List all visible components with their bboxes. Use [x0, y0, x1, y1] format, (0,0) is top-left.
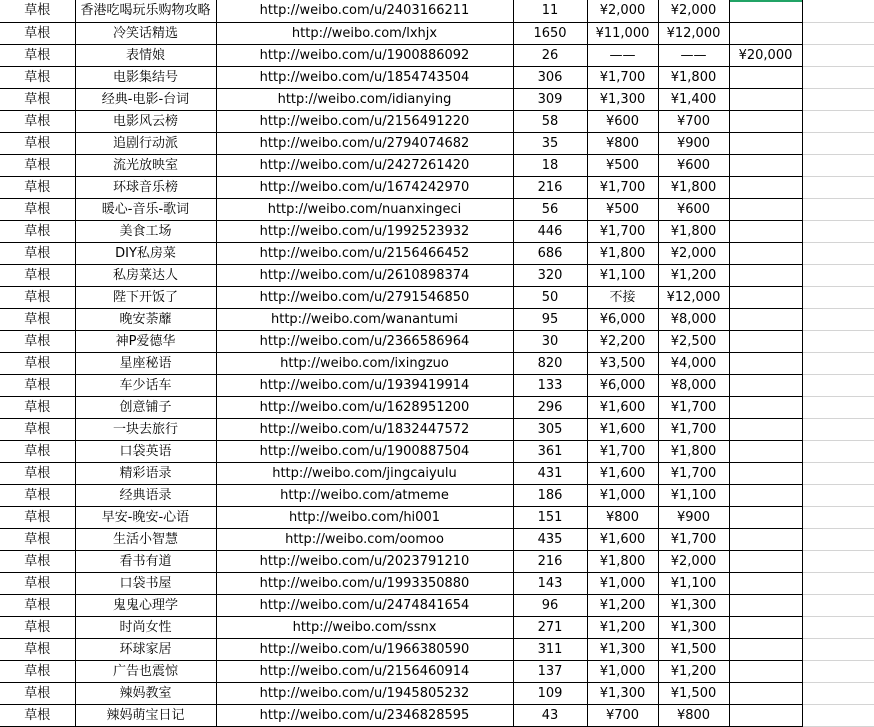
- cell-price-extra[interactable]: [729, 308, 802, 330]
- cell-url[interactable]: http://weibo.com/u/2346828595: [216, 704, 513, 726]
- cell-empty[interactable]: [802, 484, 874, 506]
- cell-price-direct[interactable]: ¥1,700: [587, 66, 658, 88]
- cell-price-retweet[interactable]: ¥1,400: [658, 88, 729, 110]
- cell-category[interactable]: 草根: [0, 374, 75, 396]
- cell-followers[interactable]: 216: [513, 550, 587, 572]
- cell-category[interactable]: 草根: [0, 704, 75, 726]
- cell-price-direct[interactable]: ¥800: [587, 132, 658, 154]
- cell-price-retweet[interactable]: ¥4,000: [658, 352, 729, 374]
- cell-category[interactable]: 草根: [0, 682, 75, 704]
- cell-price-retweet[interactable]: ¥8,000: [658, 308, 729, 330]
- cell-account-name[interactable]: 辣妈教室: [75, 682, 216, 704]
- cell-empty[interactable]: [802, 660, 874, 682]
- cell-empty[interactable]: [802, 682, 874, 704]
- cell-category[interactable]: 草根: [0, 154, 75, 176]
- table-row: [0, 594, 874, 616]
- cell-account-name[interactable]: 车少话车: [75, 374, 216, 396]
- cell-price-extra[interactable]: [729, 176, 802, 198]
- table-row: [0, 44, 874, 66]
- cell-empty[interactable]: [802, 0, 874, 22]
- cell-account-name[interactable]: 美食工场: [75, 220, 216, 242]
- cell-price-retweet[interactable]: ¥1,800: [658, 176, 729, 198]
- cell-price-direct[interactable]: ¥1,000: [587, 660, 658, 682]
- cell-price-direct[interactable]: ¥1,300: [587, 682, 658, 704]
- cell-followers[interactable]: 30: [513, 330, 587, 352]
- cell-empty[interactable]: [802, 550, 874, 572]
- cell-price-extra[interactable]: [729, 22, 802, 44]
- table-row: [0, 286, 874, 308]
- table-row: [0, 88, 874, 110]
- cell-price-retweet[interactable]: ¥1,500: [658, 638, 729, 660]
- table-row: [0, 616, 874, 638]
- cell-url[interactable]: http://weibo.com/u/1992523932: [216, 220, 513, 242]
- cell-price-extra[interactable]: [729, 396, 802, 418]
- cell-price-direct[interactable]: ¥1,100: [587, 264, 658, 286]
- cell-account-name[interactable]: 电影集结号: [75, 66, 216, 88]
- table-row: [0, 330, 874, 352]
- cell-account-name[interactable]: DIY私房菜: [75, 242, 216, 264]
- cell-category[interactable]: 草根: [0, 110, 75, 132]
- cell-empty[interactable]: [802, 88, 874, 110]
- cell-followers[interactable]: 311: [513, 638, 587, 660]
- cell-url[interactable]: http://weibo.com/u/2023791210: [216, 550, 513, 572]
- cell-price-retweet[interactable]: ¥1,700: [658, 462, 729, 484]
- cell-followers[interactable]: 133: [513, 374, 587, 396]
- cell-url[interactable]: http://weibo.com/u/1628951200: [216, 396, 513, 418]
- cell-url[interactable]: http://weibo.com/u/2610898374: [216, 264, 513, 286]
- cell-url[interactable]: http://weibo.com/ssnx: [216, 616, 513, 638]
- cell-account-name[interactable]: 一块去旅行: [75, 418, 216, 440]
- cell-price-direct[interactable]: ¥1,600: [587, 396, 658, 418]
- table-row: [0, 550, 874, 572]
- cell-empty[interactable]: [802, 22, 874, 44]
- cell-account-name[interactable]: 生活小智慧: [75, 528, 216, 550]
- cell-category[interactable]: 草根: [0, 88, 75, 110]
- cell-url[interactable]: http://weibo.com/u/2156466452: [216, 242, 513, 264]
- cell-followers[interactable]: 50: [513, 286, 587, 308]
- cell-category[interactable]: 草根: [0, 616, 75, 638]
- cell-url[interactable]: http://weibo.com/u/1674242970: [216, 176, 513, 198]
- cell-category[interactable]: 草根: [0, 418, 75, 440]
- cell-url[interactable]: http://weibo.com/jingcaiyulu: [216, 462, 513, 484]
- cell-category[interactable]: 草根: [0, 594, 75, 616]
- cell-followers[interactable]: 361: [513, 440, 587, 462]
- cell-category[interactable]: 草根: [0, 440, 75, 462]
- cell-account-name[interactable]: 晚安荼蘼: [75, 308, 216, 330]
- cell-price-direct[interactable]: ¥500: [587, 198, 658, 220]
- cell-category[interactable]: 草根: [0, 44, 75, 66]
- cell-empty[interactable]: [802, 506, 874, 528]
- cell-empty[interactable]: [802, 308, 874, 330]
- cell-category[interactable]: 草根: [0, 176, 75, 198]
- table-row: [0, 242, 874, 264]
- cell-followers[interactable]: 435: [513, 528, 587, 550]
- cell-price-extra[interactable]: ¥20,000: [729, 44, 802, 66]
- cell-account-name[interactable]: 电影风云榜: [75, 110, 216, 132]
- cell-empty[interactable]: [802, 528, 874, 550]
- cell-empty[interactable]: [802, 242, 874, 264]
- cell-empty[interactable]: [802, 264, 874, 286]
- cell-followers[interactable]: 216: [513, 176, 587, 198]
- cell-account-name[interactable]: 神P爱德华: [75, 330, 216, 352]
- cell-followers[interactable]: 109: [513, 682, 587, 704]
- cell-price-direct[interactable]: ¥6,000: [587, 308, 658, 330]
- cell-account-name[interactable]: 冷笑话精选: [75, 22, 216, 44]
- cell-price-extra[interactable]: [729, 594, 802, 616]
- cell-url[interactable]: http://weibo.com/idianying: [216, 88, 513, 110]
- cell-url[interactable]: http://weibo.com/lxhjx: [216, 22, 513, 44]
- cell-account-name[interactable]: 辣妈萌宝日记: [75, 704, 216, 726]
- cell-url[interactable]: http://weibo.com/u/2403166211: [216, 0, 513, 22]
- cell-account-name[interactable]: 表情娘: [75, 44, 216, 66]
- cell-account-name[interactable]: 陛下开饭了: [75, 286, 216, 308]
- table-row: [0, 264, 874, 286]
- table-row: [0, 440, 874, 462]
- cell-price-retweet[interactable]: ¥600: [658, 198, 729, 220]
- cell-price-retweet[interactable]: ¥1,800: [658, 220, 729, 242]
- cell-url[interactable]: http://weibo.com/hi001: [216, 506, 513, 528]
- table-row: [0, 308, 874, 330]
- cell-url[interactable]: http://weibo.com/u/2156491220: [216, 110, 513, 132]
- cell-url[interactable]: http://weibo.com/u/1832447572: [216, 418, 513, 440]
- cell-url[interactable]: http://weibo.com/u/1966380590: [216, 638, 513, 660]
- cell-account-name[interactable]: 环球音乐榜: [75, 176, 216, 198]
- cell-price-retweet[interactable]: ¥8,000: [658, 374, 729, 396]
- cell-price-extra[interactable]: [729, 374, 802, 396]
- cell-followers[interactable]: 820: [513, 352, 587, 374]
- cell-account-name[interactable]: 口袋书屋: [75, 572, 216, 594]
- cell-price-extra[interactable]: [729, 198, 802, 220]
- cell-category[interactable]: 草根: [0, 0, 75, 22]
- cell-url[interactable]: http://weibo.com/u/2791546850: [216, 286, 513, 308]
- cell-account-name[interactable]: 暖心-音乐-歌词: [75, 198, 216, 220]
- cell-category[interactable]: 草根: [0, 352, 75, 374]
- cell-price-extra[interactable]: [729, 550, 802, 572]
- cell-empty[interactable]: [802, 418, 874, 440]
- cell-category[interactable]: 草根: [0, 660, 75, 682]
- cell-price-direct[interactable]: ¥3,500: [587, 352, 658, 374]
- table-row: [0, 418, 874, 440]
- cell-url[interactable]: http://weibo.com/u/1900886092: [216, 44, 513, 66]
- table-row: [0, 682, 874, 704]
- cell-category[interactable]: 草根: [0, 396, 75, 418]
- cell-empty[interactable]: [802, 572, 874, 594]
- cell-followers[interactable]: 186: [513, 484, 587, 506]
- cell-empty[interactable]: [802, 66, 874, 88]
- cell-price-direct[interactable]: ¥600: [587, 110, 658, 132]
- cell-followers[interactable]: 58: [513, 110, 587, 132]
- cell-price-extra[interactable]: [729, 418, 802, 440]
- cell-url[interactable]: http://weibo.com/u/1993350880: [216, 572, 513, 594]
- cell-followers[interactable]: 11: [513, 0, 587, 22]
- cell-price-direct[interactable]: ¥1,600: [587, 462, 658, 484]
- cell-category[interactable]: 草根: [0, 242, 75, 264]
- cell-url[interactable]: http://weibo.com/atmeme: [216, 484, 513, 506]
- cell-price-extra[interactable]: [729, 88, 802, 110]
- cell-followers[interactable]: 137: [513, 660, 587, 682]
- cell-price-direct[interactable]: ¥1,700: [587, 440, 658, 462]
- cell-price-extra[interactable]: [729, 0, 802, 22]
- cell-price-retweet[interactable]: ¥2,500: [658, 330, 729, 352]
- cell-empty[interactable]: [802, 110, 874, 132]
- cell-price-direct[interactable]: ¥6,000: [587, 374, 658, 396]
- cell-empty[interactable]: [802, 176, 874, 198]
- cell-followers[interactable]: 26: [513, 44, 587, 66]
- cell-category[interactable]: 草根: [0, 484, 75, 506]
- cell-empty[interactable]: [802, 330, 874, 352]
- table-row: [0, 528, 874, 550]
- cell-price-retweet[interactable]: ¥2,000: [658, 550, 729, 572]
- table-row: [0, 220, 874, 242]
- cell-followers[interactable]: 18: [513, 154, 587, 176]
- cell-account-name[interactable]: 经典语录: [75, 484, 216, 506]
- cell-followers[interactable]: 151: [513, 506, 587, 528]
- cell-price-direct[interactable]: ¥1,800: [587, 550, 658, 572]
- cell-price-direct[interactable]: ¥800: [587, 506, 658, 528]
- cell-category[interactable]: 草根: [0, 198, 75, 220]
- cell-account-name[interactable]: 早安-晚安-心语: [75, 506, 216, 528]
- cell-url[interactable]: http://weibo.com/u/1854743504: [216, 66, 513, 88]
- table-row: [0, 396, 874, 418]
- cell-price-direct[interactable]: ¥2,200: [587, 330, 658, 352]
- cell-price-direct[interactable]: ¥1,200: [587, 616, 658, 638]
- cell-price-extra[interactable]: [729, 352, 802, 374]
- cell-empty[interactable]: [802, 286, 874, 308]
- cell-empty[interactable]: [802, 638, 874, 660]
- cell-price-retweet[interactable]: ¥1,300: [658, 594, 729, 616]
- cell-price-retweet[interactable]: ¥1,100: [658, 484, 729, 506]
- cell-account-name[interactable]: 香港吃喝玩乐购物攻略: [75, 0, 216, 22]
- cell-empty[interactable]: [802, 154, 874, 176]
- cell-price-extra[interactable]: [729, 242, 802, 264]
- cell-price-retweet[interactable]: ¥1,700: [658, 528, 729, 550]
- cell-empty[interactable]: [802, 44, 874, 66]
- selected-cell-indicator: [730, 0, 802, 2]
- cell-price-retweet[interactable]: ¥1,200: [658, 264, 729, 286]
- cell-followers[interactable]: 320: [513, 264, 587, 286]
- cell-empty[interactable]: [802, 220, 874, 242]
- table-row: [0, 110, 874, 132]
- cell-empty[interactable]: [802, 374, 874, 396]
- table-row: [0, 506, 874, 528]
- cell-followers[interactable]: 306: [513, 66, 587, 88]
- cell-url[interactable]: http://weibo.com/u/1939419914: [216, 374, 513, 396]
- cell-price-direct[interactable]: ¥11,000: [587, 22, 658, 44]
- table-row: [0, 22, 874, 44]
- cell-price-retweet[interactable]: ¥1,100: [658, 572, 729, 594]
- cell-url[interactable]: http://weibo.com/ixingzuo: [216, 352, 513, 374]
- cell-price-extra[interactable]: [729, 440, 802, 462]
- cell-price-extra[interactable]: [729, 110, 802, 132]
- cell-account-name[interactable]: 星座秘语: [75, 352, 216, 374]
- cell-price-retweet[interactable]: ¥12,000: [658, 22, 729, 44]
- table-row: [0, 132, 874, 154]
- cell-empty[interactable]: [802, 352, 874, 374]
- cell-price-retweet[interactable]: ¥12,000: [658, 286, 729, 308]
- cell-empty[interactable]: [802, 594, 874, 616]
- cell-category[interactable]: 草根: [0, 22, 75, 44]
- cell-category[interactable]: 草根: [0, 264, 75, 286]
- table-row: [0, 66, 874, 88]
- cell-category[interactable]: 草根: [0, 308, 75, 330]
- cell-category[interactable]: 草根: [0, 528, 75, 550]
- cell-followers[interactable]: 296: [513, 396, 587, 418]
- cell-price-retweet[interactable]: ¥1,200: [658, 660, 729, 682]
- cell-url[interactable]: http://weibo.com/u/2427261420: [216, 154, 513, 176]
- cell-account-name[interactable]: 追剧行动派: [75, 132, 216, 154]
- cell-account-name[interactable]: 流光放映室: [75, 154, 216, 176]
- table-row: [0, 484, 874, 506]
- cell-price-direct[interactable]: ——: [587, 44, 658, 66]
- table-row: [0, 374, 874, 396]
- cell-price-extra[interactable]: [729, 154, 802, 176]
- cell-price-extra[interactable]: [729, 66, 802, 88]
- table-row: [0, 198, 874, 220]
- cell-empty[interactable]: [802, 132, 874, 154]
- cell-category[interactable]: 草根: [0, 330, 75, 352]
- cell-price-direct[interactable]: ¥2,000: [587, 0, 658, 22]
- cell-price-retweet[interactable]: ¥800: [658, 704, 729, 726]
- cell-category[interactable]: 草根: [0, 638, 75, 660]
- cell-followers[interactable]: 271: [513, 616, 587, 638]
- cell-account-name[interactable]: 广告也震惊: [75, 660, 216, 682]
- cell-price-retweet[interactable]: ¥1,800: [658, 66, 729, 88]
- cell-price-direct[interactable]: ¥1,700: [587, 176, 658, 198]
- cell-price-direct[interactable]: ¥1,000: [587, 484, 658, 506]
- table-row: [0, 660, 874, 682]
- cell-account-name[interactable]: 时尚女性: [75, 616, 216, 638]
- cell-followers[interactable]: 309: [513, 88, 587, 110]
- cell-empty[interactable]: [802, 396, 874, 418]
- table-row: [0, 572, 874, 594]
- cell-url[interactable]: http://weibo.com/oomoo: [216, 528, 513, 550]
- cell-price-direct[interactable]: ¥500: [587, 154, 658, 176]
- cell-category[interactable]: 草根: [0, 132, 75, 154]
- cell-category[interactable]: 草根: [0, 66, 75, 88]
- cell-followers[interactable]: 1650: [513, 22, 587, 44]
- cell-price-extra[interactable]: [729, 660, 802, 682]
- cell-url[interactable]: http://weibo.com/u/1900887504: [216, 440, 513, 462]
- cell-url[interactable]: http://weibo.com/u/1945805232: [216, 682, 513, 704]
- cell-price-retweet[interactable]: ¥2,000: [658, 0, 729, 22]
- cell-price-retweet[interactable]: ¥900: [658, 506, 729, 528]
- cell-empty[interactable]: [802, 616, 874, 638]
- cell-account-name[interactable]: 创意铺子: [75, 396, 216, 418]
- cell-price-extra[interactable]: [729, 132, 802, 154]
- cell-price-retweet[interactable]: ¥1,300: [658, 616, 729, 638]
- cell-price-extra[interactable]: [729, 484, 802, 506]
- cell-price-extra[interactable]: [729, 528, 802, 550]
- cell-price-direct[interactable]: ¥700: [587, 704, 658, 726]
- cell-followers[interactable]: 35: [513, 132, 587, 154]
- cell-category[interactable]: 草根: [0, 220, 75, 242]
- cell-followers[interactable]: 43: [513, 704, 587, 726]
- cell-url[interactable]: http://weibo.com/wanantumi: [216, 308, 513, 330]
- cell-followers[interactable]: 305: [513, 418, 587, 440]
- table-row: [0, 704, 874, 726]
- cell-followers[interactable]: 431: [513, 462, 587, 484]
- cell-url[interactable]: http://weibo.com/nuanxingeci: [216, 198, 513, 220]
- cell-followers[interactable]: 686: [513, 242, 587, 264]
- cell-account-name[interactable]: 私房菜达人: [75, 264, 216, 286]
- cell-price-direct[interactable]: ¥1,300: [587, 88, 658, 110]
- cell-price-extra[interactable]: [729, 462, 802, 484]
- cell-url[interactable]: http://weibo.com/u/2794074682: [216, 132, 513, 154]
- cell-category[interactable]: 草根: [0, 550, 75, 572]
- cell-url[interactable]: http://weibo.com/u/2366586964: [216, 330, 513, 352]
- table-row: [0, 638, 874, 660]
- cell-price-extra[interactable]: [729, 616, 802, 638]
- cell-price-direct[interactable]: ¥1,600: [587, 418, 658, 440]
- cell-category[interactable]: 草根: [0, 462, 75, 484]
- cell-account-name[interactable]: 口袋英语: [75, 440, 216, 462]
- cell-price-direct[interactable]: 不接: [587, 286, 658, 308]
- cell-price-extra[interactable]: [729, 264, 802, 286]
- cell-price-extra[interactable]: [729, 506, 802, 528]
- cell-price-extra[interactable]: [729, 220, 802, 242]
- cell-price-retweet[interactable]: ¥900: [658, 132, 729, 154]
- table-row: [0, 462, 874, 484]
- cell-empty[interactable]: [802, 198, 874, 220]
- cell-price-retweet[interactable]: ——: [658, 44, 729, 66]
- cell-category[interactable]: 草根: [0, 506, 75, 528]
- cell-price-direct[interactable]: ¥1,700: [587, 220, 658, 242]
- cell-price-extra[interactable]: [729, 704, 802, 726]
- cell-followers[interactable]: 56: [513, 198, 587, 220]
- cell-price-direct[interactable]: ¥1,800: [587, 242, 658, 264]
- cell-account-name[interactable]: 环球家居: [75, 638, 216, 660]
- cell-price-extra[interactable]: [729, 572, 802, 594]
- cell-empty[interactable]: [802, 462, 874, 484]
- cell-price-extra[interactable]: [729, 682, 802, 704]
- cell-account-name[interactable]: 精彩语录: [75, 462, 216, 484]
- cell-price-retweet[interactable]: ¥2,000: [658, 242, 729, 264]
- cell-price-extra[interactable]: [729, 286, 802, 308]
- cell-empty[interactable]: [802, 440, 874, 462]
- table-row: [0, 176, 874, 198]
- cell-price-retweet[interactable]: ¥1,500: [658, 682, 729, 704]
- cell-followers[interactable]: 95: [513, 308, 587, 330]
- cell-url[interactable]: http://weibo.com/u/2474841654: [216, 594, 513, 616]
- table-row: [0, 154, 874, 176]
- table-row: [0, 0, 874, 22]
- cell-followers[interactable]: 96: [513, 594, 587, 616]
- cell-account-name[interactable]: 鬼鬼心理学: [75, 594, 216, 616]
- cell-url[interactable]: http://weibo.com/u/2156460914: [216, 660, 513, 682]
- cell-price-extra[interactable]: [729, 638, 802, 660]
- cell-price-retweet[interactable]: ¥1,700: [658, 418, 729, 440]
- cell-price-retweet[interactable]: ¥700: [658, 110, 729, 132]
- cell-price-retweet[interactable]: ¥1,800: [658, 440, 729, 462]
- cell-price-direct[interactable]: ¥1,600: [587, 528, 658, 550]
- cell-category[interactable]: 草根: [0, 286, 75, 308]
- cell-price-retweet[interactable]: ¥1,700: [658, 396, 729, 418]
- cell-price-retweet[interactable]: ¥600: [658, 154, 729, 176]
- cell-price-direct[interactable]: ¥1,200: [587, 594, 658, 616]
- cell-empty[interactable]: [802, 704, 874, 726]
- cell-followers[interactable]: 143: [513, 572, 587, 594]
- cell-account-name[interactable]: 经典-电影-台词: [75, 88, 216, 110]
- cell-account-name[interactable]: 看书有道: [75, 550, 216, 572]
- cell-price-direct[interactable]: ¥1,300: [587, 638, 658, 660]
- cell-price-extra[interactable]: [729, 330, 802, 352]
- cell-followers[interactable]: 446: [513, 220, 587, 242]
- cell-category[interactable]: 草根: [0, 572, 75, 594]
- cell-price-direct[interactable]: ¥1,000: [587, 572, 658, 594]
- table-row: [0, 352, 874, 374]
